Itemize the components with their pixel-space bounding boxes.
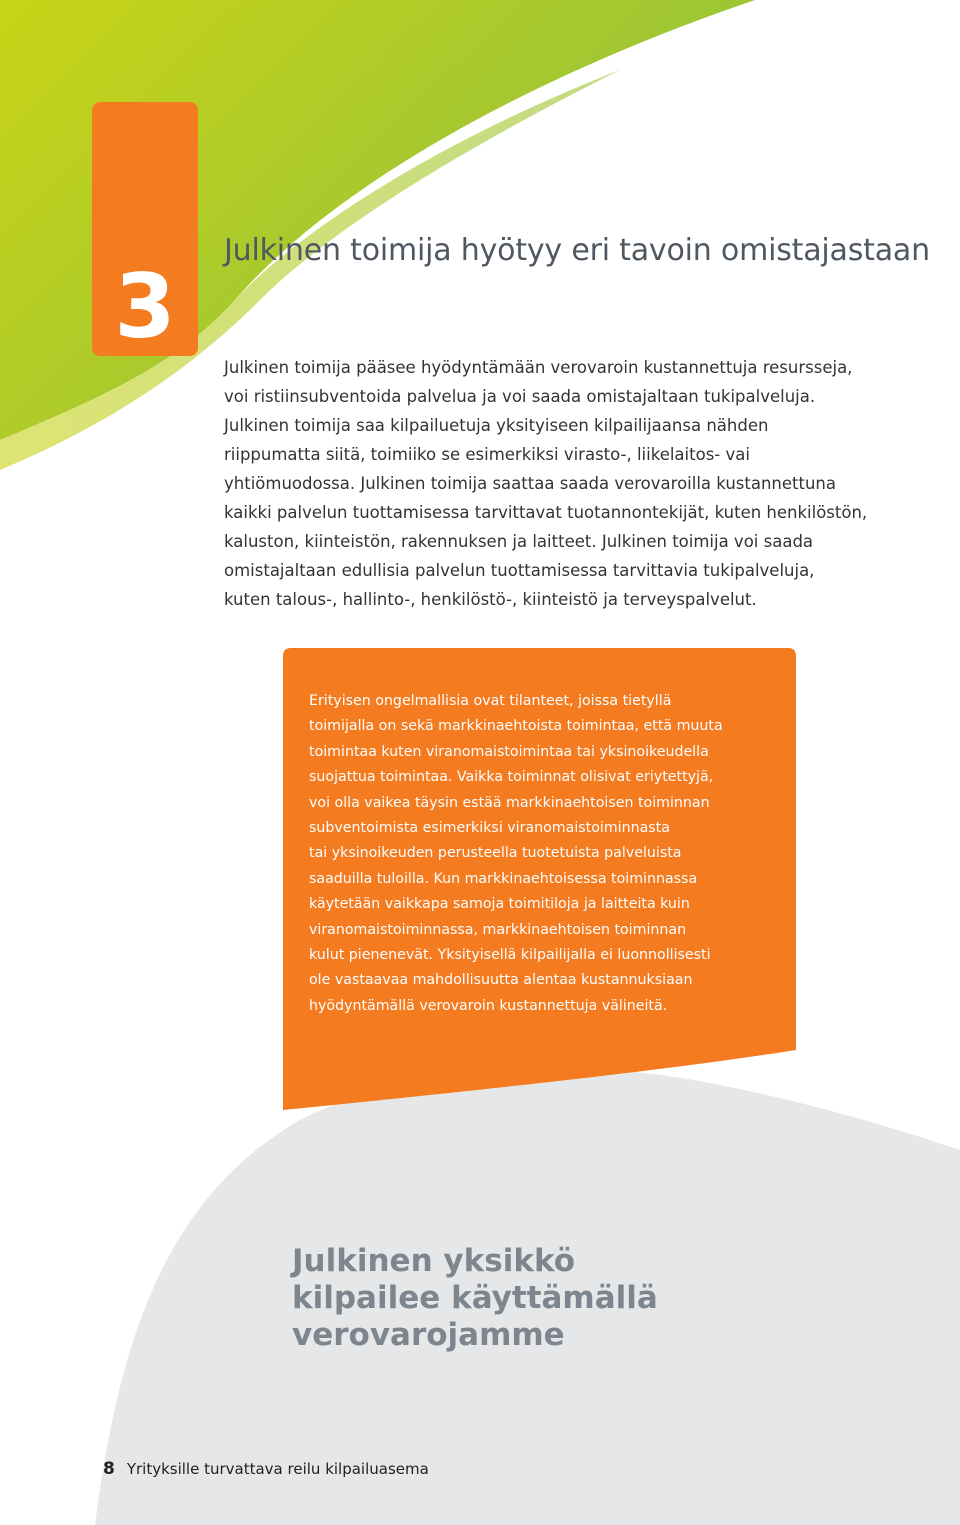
section-number: 3: [114, 255, 176, 358]
intro-line: kaikki palvelun tuottamisessa tarvittavat tuotannontekijät, kuten henkilöstön,: [224, 503, 868, 522]
page-footer: [103, 1459, 429, 1479]
page-number: 8: [103, 1459, 115, 1479]
box-line: kulut pienenevät. Yksityisellä kilpailijalla ei luonnollisesti: [309, 947, 711, 964]
pull-quote-line: kilpailee käyttämällä: [292, 1280, 658, 1316]
pull-quote-title: [292, 1243, 892, 1354]
box-line: subventoimista esimerkiksi viranomaistoiminnasta: [309, 820, 670, 837]
pull-quote-line: verovarojamme: [292, 1317, 565, 1353]
intro-line: Julkinen toimija saa kilpailuetuja yksityiseen kilpailijaansa nähden: [224, 416, 769, 435]
intro-line: riippumatta siitä, toimiiko se esimerkiksi virasto-, liikelaitos- vai: [224, 445, 750, 464]
intro-line: omistajaltaan edullisia palvelun tuottamisessa tarvittavia tukipalveluja,: [224, 561, 815, 580]
intro-line: kaluston, kiinteistön, rakennuksen ja laitteet. Julkinen toimija voi saada: [224, 532, 814, 551]
box-line: toimintaa kuten viranomaistoimintaa tai yksinoikeudella: [309, 743, 709, 760]
box-line: ole vastaavaa mahdollisuutta alentaa kustannuksiaan: [309, 972, 693, 989]
box-line: hyödyntämällä verovaroin kustannettuja välineitä.: [309, 997, 668, 1014]
box-line: Erityisen ongelmallisia ovat tilanteet, joissa tietyllä: [309, 693, 672, 709]
box-line: saaduilla tuloilla. Kun markkinaehtoisessa toiminnassa: [309, 870, 698, 887]
intro-line: yhtiömuodossa. Julkinen toimija saattaa saada verovaroilla kustannettuna: [224, 474, 836, 493]
box-line: voi olla vaikea täysin estää markkinaehtoisen toiminnan: [309, 794, 710, 811]
section-badge: [92, 102, 198, 356]
highlight-box-text: [309, 689, 779, 1019]
pull-quote-line: Julkinen yksikkö: [292, 1243, 576, 1279]
box-line: viranomaistoiminnassa, markkinaehtoisen toiminnan: [309, 921, 687, 938]
section-heading: Julkinen toimija hyötyy eri tavoin omistajastaan: [224, 233, 930, 268]
box-line: suojattua toimintaa. Vaikka toiminnat olisivat eriytettyjä,: [309, 769, 714, 786]
intro-paragraph: [224, 353, 954, 614]
publication-title: Yrityksille turvattava reilu kilpailuasema: [126, 1460, 429, 1478]
intro-line: Julkinen toimija pääsee hyödyntämään verovaroin kustannettuja resursseja,: [224, 358, 853, 377]
box-line: käytetään vaikkapa samoja toimitiloja ja laitteita kuin: [309, 896, 690, 913]
intro-line: voi ristiinsubventoida palvelua ja voi saada omistajaltaan tukipalveluja.: [224, 387, 816, 406]
box-line: tai yksinoikeuden perusteella tuotetuista palveluista: [309, 845, 682, 862]
box-line: toimijalla on sekä markkinaehtoista toimintaa, että muuta: [309, 718, 723, 735]
intro-line: kuten talous-, hallinto-, henkilöstö-, kiinteistö ja terveyspalvelut.: [224, 590, 757, 609]
